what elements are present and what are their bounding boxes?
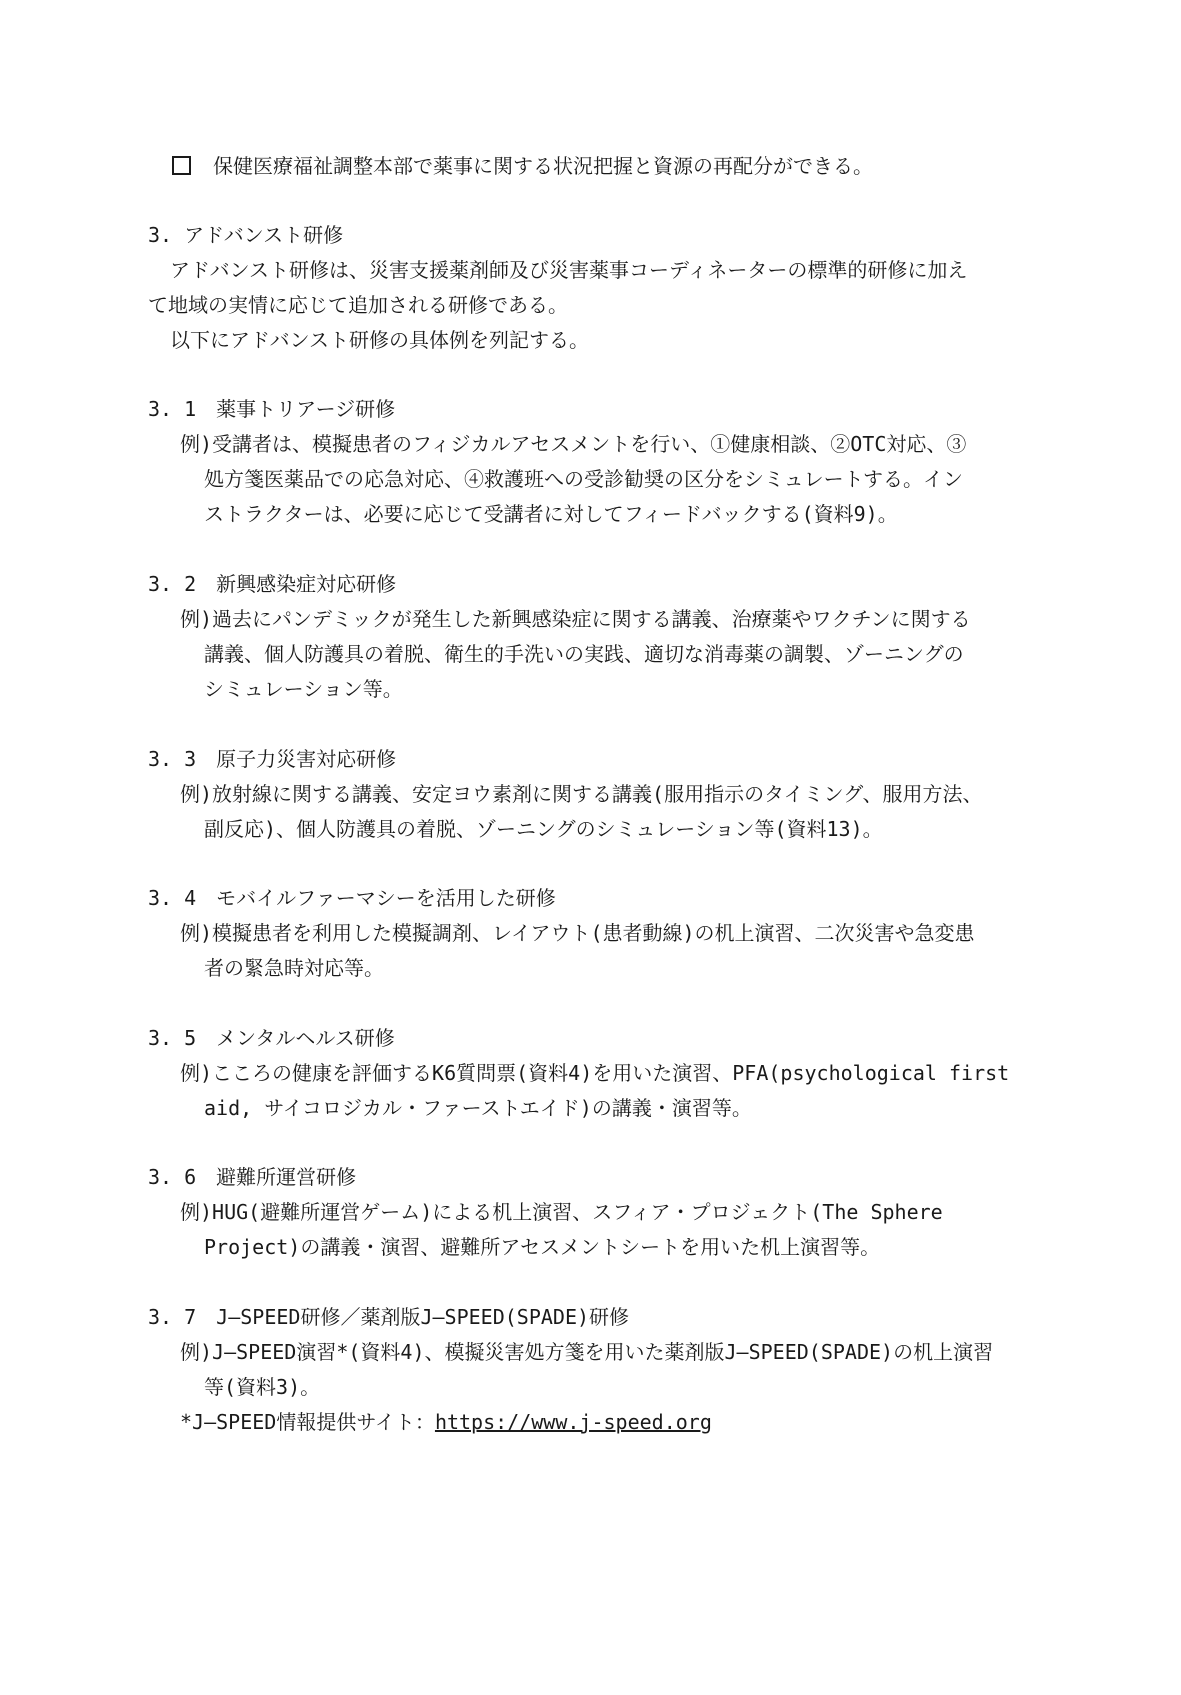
- footnote-link[interactable]: https://www.j-speed.org: [434, 1410, 712, 1434]
- example-text: 副反応)、個人防護具の着脱、ゾーニングのシミュレーション等(資料13)。: [204, 817, 883, 841]
- example-text: 者の緊急時対応等。: [204, 956, 384, 980]
- example-text: 例)過去にパンデミックが発生した新興感染症に関する講義、治療薬やワクチンに関する: [180, 607, 971, 631]
- footnote-prefix: *J—SPEED情報提供サイト：: [180, 1410, 435, 1434]
- subsection-heading: 3. 2 新興感染症対応研修: [148, 572, 397, 596]
- example-text: Project)の講義・演習、避難所アセスメントシートを用いた机上演習等。: [204, 1235, 881, 1259]
- example-text: 例)こころの健康を評価するK6質問票(資料4)を用いた演習、PFA(psychological first: [180, 1061, 1010, 1085]
- example-text: 処方箋医薬品での応急対応、④救護班への受診勧奨の区分をシミュレートする。イン: [204, 467, 963, 491]
- checklist-item: [172, 152, 873, 180]
- section-paragraph: 以下にアドバンスト研修の具体例を列記する。: [170, 328, 589, 352]
- subsection-heading: 3. 6 避難所運営研修: [148, 1165, 357, 1189]
- example-text: ストラクターは、必要に応じて受講者に対してフィードバックする(資料9)。: [204, 502, 898, 526]
- example-text: aid, サイコロジカル・ファーストエイド)の講義・演習等。: [204, 1096, 752, 1120]
- example-text: 講義、個人防護具の着脱、衛生的手洗いの実践、適切な消毒薬の調製、ゾーニングの: [204, 642, 964, 666]
- example-text: シミュレーション等。: [204, 677, 403, 701]
- example-text: 等(資料3)。: [204, 1375, 321, 1399]
- checklist-item-text: 保健医療福祉調整本部で薬事に関する状況把握と資源の再配分ができる。: [213, 154, 873, 178]
- example-text: 例)受講者は、模擬患者のフィジカルアセスメントを行い、①健康相談、②OTC対応、③: [180, 432, 967, 456]
- subsection-heading: 3. 7 J—SPEED研修／薬剤版J—SPEED(SPADE)研修: [148, 1305, 630, 1329]
- section-paragraph: アドバンスト研修は、災害支援薬剤師及び災害薬事コーディネーターの標準的研修に加え: [170, 258, 968, 282]
- example-text: 例)HUG(避難所運営ゲーム)による机上演習、スフィア・プロジェクト(The Sphere: [180, 1200, 943, 1224]
- subsection-heading: 3. 5 メンタルヘルス研修: [148, 1026, 395, 1050]
- subsection-heading: 3. 4 モバイルファーマシーを活用した研修: [148, 886, 556, 910]
- subsection-heading: 3. 1 薬事トリアージ研修: [148, 397, 396, 421]
- example-text: 例)放射線に関する講義、安定ヨウ素剤に関する講義(服用指示のタイミング、服用方法、: [180, 782, 983, 806]
- section-heading: 3. アドバンスト研修: [148, 223, 344, 247]
- example-text: 例)J—SPEED演習*(資料4)、模擬災害処方箋を用いた薬剤版J—SPEED(SPADE)の机上演習: [180, 1340, 994, 1364]
- subsection-heading: 3. 3 原子力災害対応研修: [148, 747, 397, 771]
- footnote: [180, 1408, 712, 1436]
- checkbox-icon[interactable]: [172, 156, 191, 175]
- example-text: 例)模擬患者を利用した模擬調剤、レイアウト(患者動線)の机上演習、二次災害や急変患: [180, 921, 975, 945]
- section-paragraph: て地域の実情に応じて追加される研修である。: [148, 293, 568, 317]
